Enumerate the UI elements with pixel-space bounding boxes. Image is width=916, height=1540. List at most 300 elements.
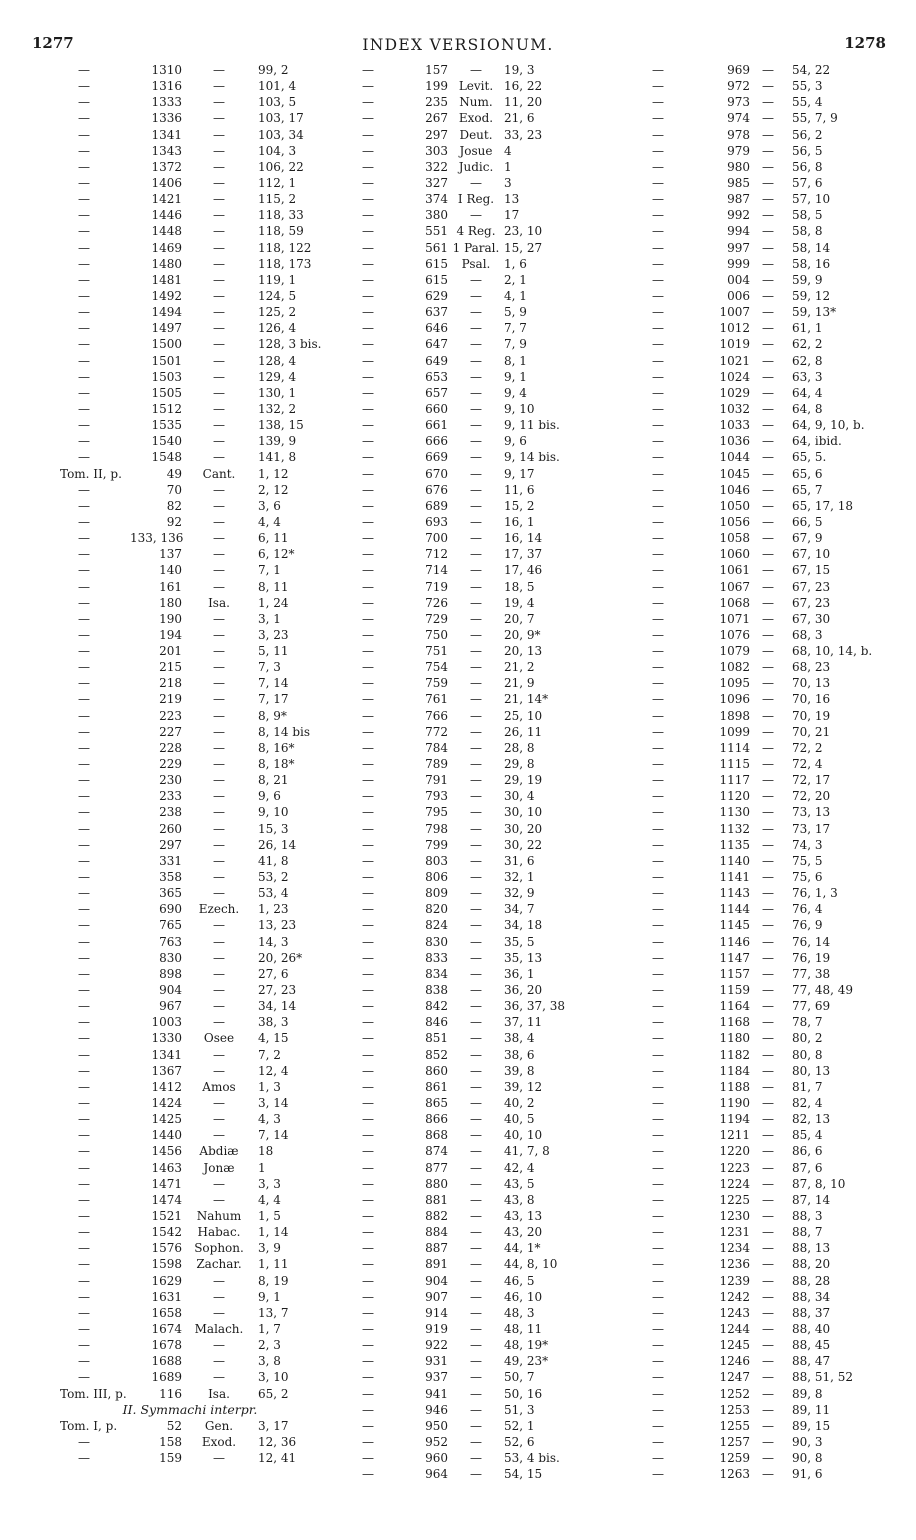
page-number: 201 — [159, 644, 182, 659]
index-entry — [356, 1224, 606, 1240]
book-name: Deut. — [459, 127, 493, 142]
chapter-verse: 88, 13 — [792, 1241, 831, 1256]
ditto-dash: — — [652, 1451, 664, 1466]
chapter-verse: 106, 22 — [258, 159, 304, 174]
book-name: — — [470, 450, 482, 465]
page-number: 1182 — [719, 1047, 750, 1062]
index-entry — [642, 627, 892, 643]
page-number: 1501 — [151, 353, 182, 368]
index-entry — [356, 1240, 606, 1256]
chapter-verse: 58, 5 — [792, 208, 823, 223]
ditto-dash: — — [78, 1434, 90, 1449]
page-number: 1689 — [151, 1370, 182, 1385]
book-name: — — [470, 1096, 482, 1110]
ditto-dash: — — [362, 966, 374, 981]
book-name: — — [762, 595, 774, 610]
chapter-verse: 64, 9, 10, b. — [792, 418, 865, 433]
ditto-dash: — — [362, 773, 374, 788]
chapter-verse: 11, 20 — [504, 95, 543, 110]
volume-prefix: Tom. III, p. — [60, 1386, 127, 1401]
book-name: — — [762, 1402, 774, 1417]
ditto-dash: — — [78, 321, 90, 336]
index-entry — [356, 288, 606, 304]
chapter-verse: 132, 2 — [258, 401, 297, 416]
page-number: 766 — [425, 708, 448, 723]
page-number: 765 — [159, 918, 182, 933]
ditto-dash: — — [78, 1305, 90, 1320]
ditto-dash: — — [362, 337, 374, 352]
index-column-2 — [356, 62, 606, 1482]
chapter-verse: 67, 9 — [792, 531, 823, 546]
ditto-dash: — — [362, 385, 374, 400]
book-name: — — [213, 288, 225, 303]
chapter-verse: 26, 14 — [258, 837, 297, 852]
page-number: 1316 — [151, 79, 182, 94]
book-name: — — [762, 676, 774, 691]
ditto-dash: — — [78, 256, 90, 271]
ditto-dash: — — [652, 127, 664, 142]
index-column-1 — [60, 62, 320, 1466]
ditto-dash: — — [362, 950, 374, 965]
book-name: — — [470, 1386, 482, 1401]
index-entry — [60, 78, 320, 94]
ditto-dash: — — [78, 644, 90, 659]
page-number: 1421 — [151, 192, 182, 207]
chapter-verse: 129, 4 — [258, 369, 297, 384]
ditto-dash: — — [362, 1241, 374, 1256]
index-entry — [60, 788, 320, 804]
index-entry — [642, 1208, 892, 1224]
page-number: 791 — [425, 773, 448, 788]
index-entry — [356, 1030, 606, 1046]
index-entry — [356, 1111, 606, 1127]
book-name: Exod. — [201, 1434, 237, 1449]
chapter-verse: 8, 1 — [504, 353, 527, 368]
book-name: — — [762, 466, 774, 481]
ditto-dash: — — [78, 531, 90, 546]
index-entry — [60, 837, 320, 853]
index-entry — [642, 1127, 892, 1143]
index-entry — [356, 853, 606, 869]
page-number: 763 — [159, 934, 182, 949]
book-name: — — [762, 1467, 774, 1482]
index-entry — [356, 627, 606, 643]
ditto-dash: — — [78, 692, 90, 707]
book-name: — — [470, 1225, 482, 1240]
index-entry — [642, 336, 892, 352]
index-entry — [60, 611, 320, 627]
chapter-verse: 39, 12 — [504, 1079, 543, 1094]
index-entry — [60, 1434, 320, 1450]
ditto-dash: — — [362, 853, 374, 868]
book-name: — — [213, 1063, 225, 1078]
book-name: — — [470, 1354, 482, 1369]
page-number: 714 — [425, 563, 448, 578]
book-name: — — [762, 1241, 774, 1256]
page-number: 358 — [159, 870, 182, 885]
page-number: 950 — [425, 1418, 448, 1433]
book-name: — — [762, 482, 774, 497]
book-name: — — [213, 966, 225, 981]
chapter-verse: 67, 23 — [792, 595, 831, 610]
page-number: 223 — [159, 708, 182, 723]
book-name: — — [762, 192, 774, 207]
ditto-dash: — — [362, 256, 374, 271]
chapter-verse: 8, 21 — [258, 773, 289, 788]
ditto-dash: — — [362, 450, 374, 465]
ditto-dash: — — [362, 498, 374, 513]
ditto-dash: — — [78, 724, 90, 739]
chapter-verse: 58, 8 — [792, 224, 823, 239]
page-number: 1503 — [151, 369, 182, 384]
page-number: 809 — [425, 886, 448, 901]
ditto-dash: — — [78, 1241, 90, 1256]
page-number: 1032 — [719, 401, 750, 416]
chapter-verse: 65, 2 — [258, 1386, 289, 1401]
index-entry — [356, 240, 606, 256]
book-name: — — [470, 1273, 482, 1288]
ditto-dash: — — [78, 740, 90, 755]
chapter-verse: 5, 9 — [504, 305, 527, 320]
index-entry — [356, 62, 606, 78]
chapter-verse: 12, 41 — [258, 1451, 297, 1466]
index-entry — [60, 691, 320, 707]
chapter-verse: 41, 8 — [258, 853, 289, 868]
book-name: — — [762, 547, 774, 562]
page-number: 1234 — [719, 1241, 750, 1256]
ditto-dash: — — [652, 1418, 664, 1433]
ditto-dash: — — [362, 1257, 374, 1272]
book-name: — — [213, 821, 225, 836]
chapter-verse: 3, 9 — [258, 1241, 281, 1256]
book-name: — — [762, 627, 774, 642]
index-entry — [642, 127, 892, 143]
ditto-dash: — — [78, 611, 90, 626]
chapter-verse: 59, 9 — [792, 272, 823, 287]
page-number: 754 — [425, 660, 448, 675]
chapter-verse: 85, 4 — [792, 1128, 823, 1143]
book-name: — — [213, 789, 225, 804]
index-entry — [60, 1353, 320, 1369]
index-entry — [642, 659, 892, 675]
page-number: 1071 — [719, 611, 750, 626]
book-name: — — [213, 1338, 225, 1353]
book-name: — — [470, 627, 482, 642]
chapter-verse: 2, 12 — [258, 482, 289, 497]
book-name: Isa. — [208, 1386, 230, 1401]
ditto-dash: — — [362, 821, 374, 836]
chapter-verse: 75, 5 — [792, 853, 823, 868]
book-name: — — [470, 692, 482, 707]
book-name: — — [470, 1144, 482, 1159]
book-name: — — [213, 1096, 225, 1110]
book-name: — — [470, 1305, 482, 1320]
ditto-dash: — — [362, 531, 374, 546]
page-number: 1688 — [151, 1354, 182, 1369]
book-name: — — [470, 757, 482, 772]
ditto-dash: — — [362, 886, 374, 901]
index-entry — [356, 466, 606, 482]
page-number: 946 — [425, 1402, 448, 1417]
page-number: 637 — [425, 305, 448, 320]
ditto-dash: — — [362, 1128, 374, 1143]
index-entry — [642, 110, 892, 126]
chapter-verse: 56, 8 — [792, 159, 823, 174]
ditto-dash: — — [652, 918, 664, 933]
ditto-dash: — — [652, 159, 664, 174]
page-number: 004 — [727, 272, 750, 287]
chapter-verse: 65, 5. — [792, 450, 827, 465]
chapter-verse: 56, 5 — [792, 143, 823, 158]
ditto-dash: — — [652, 321, 664, 336]
chapter-verse: 30, 20 — [504, 821, 543, 836]
ditto-dash: — — [652, 724, 664, 739]
ditto-dash: — — [652, 305, 664, 320]
chapter-verse: 16, 1 — [504, 514, 535, 529]
ditto-dash: — — [362, 902, 374, 917]
page-number: 1425 — [151, 1112, 182, 1127]
ditto-dash: — — [78, 1047, 90, 1062]
chapter-verse: 128, 4 — [258, 353, 297, 368]
chapter-verse: 88, 45 — [792, 1338, 831, 1353]
index-entry — [356, 385, 606, 401]
index-entry — [642, 1176, 892, 1192]
book-name: — — [762, 853, 774, 868]
book-name: — — [470, 1467, 482, 1482]
book-name: — — [470, 353, 482, 368]
page-number: 1480 — [151, 256, 182, 271]
chapter-verse: 103, 17 — [258, 111, 304, 126]
ditto-dash: — — [652, 450, 664, 465]
page-number: 140 — [159, 563, 182, 578]
chapter-verse: 80, 13 — [792, 1063, 831, 1078]
page-number: 1036 — [719, 434, 750, 449]
chapter-verse: 57, 10 — [792, 192, 831, 207]
page-number: 1333 — [151, 95, 182, 110]
index-entry — [356, 708, 606, 724]
chapter-verse: 3, 14 — [258, 1096, 289, 1110]
index-entry — [642, 1079, 892, 1095]
ditto-dash: — — [652, 401, 664, 416]
index-entry — [356, 369, 606, 385]
ditto-dash: — — [652, 224, 664, 239]
page-number: 1341 — [151, 1047, 182, 1062]
ditto-dash: — — [78, 1112, 90, 1127]
ditto-dash: — — [652, 740, 664, 755]
chapter-verse: 50, 7 — [504, 1370, 535, 1385]
page-number: 772 — [425, 724, 448, 739]
page-number: 647 — [425, 337, 448, 352]
running-title: INDEX VERSIONUM. — [362, 36, 554, 54]
chapter-verse: 39, 8 — [504, 1063, 535, 1078]
ditto-dash: — — [652, 1338, 664, 1353]
page-number: 1146 — [719, 934, 750, 949]
page-number: 1474 — [151, 1192, 182, 1207]
chapter-verse: 9, 14 bis. — [504, 450, 560, 465]
index-entry — [642, 78, 892, 94]
page-number: 891 — [425, 1257, 448, 1272]
book-name: — — [213, 563, 225, 578]
book-name: — — [470, 498, 482, 513]
page-number: 649 — [425, 353, 448, 368]
index-entry — [642, 546, 892, 562]
book-name: — — [762, 175, 774, 190]
ditto-dash: — — [362, 676, 374, 691]
ditto-dash: — — [78, 1192, 90, 1207]
index-entry — [60, 240, 320, 256]
book-name: — — [762, 272, 774, 287]
index-entry — [356, 675, 606, 691]
page-number: 1678 — [151, 1338, 182, 1353]
page-number: 761 — [425, 692, 448, 707]
book-name: — — [213, 773, 225, 788]
page-number: 1007 — [719, 305, 750, 320]
chapter-verse: 9, 10 — [504, 401, 535, 416]
chapter-verse: 88, 47 — [792, 1354, 831, 1369]
index-entry — [356, 966, 606, 982]
page-number: 881 — [425, 1192, 448, 1207]
index-entry — [642, 514, 892, 530]
ditto-dash: — — [652, 1079, 664, 1094]
page-number: 1598 — [151, 1257, 182, 1272]
page-number: 1500 — [151, 337, 182, 352]
chapter-verse: 64, ibid. — [792, 434, 842, 449]
chapter-verse: 9, 1 — [504, 369, 527, 384]
chapter-verse: 66, 5 — [792, 514, 823, 529]
book-name: — — [213, 1451, 225, 1466]
page-number: 1535 — [151, 418, 182, 433]
page-number: 676 — [425, 482, 448, 497]
chapter-verse: 30, 22 — [504, 837, 543, 852]
ditto-dash: — — [78, 369, 90, 384]
index-entry — [356, 821, 606, 837]
book-name: — — [213, 1192, 225, 1207]
chapter-verse: 8, 19 — [258, 1273, 289, 1288]
chapter-verse: 56, 2 — [792, 127, 823, 142]
ditto-dash: — — [652, 547, 664, 562]
book-name: — — [470, 1338, 482, 1353]
chapter-verse: 32, 9 — [504, 886, 535, 901]
chapter-verse: 28, 8 — [504, 740, 535, 755]
index-entry — [642, 449, 892, 465]
book-name: — — [470, 724, 482, 739]
page-number: 799 — [425, 837, 448, 852]
chapter-verse: 124, 5 — [258, 288, 297, 303]
ditto-dash: — — [78, 79, 90, 94]
page-number: 880 — [425, 1176, 448, 1191]
book-name: — — [470, 482, 482, 497]
ditto-dash: — — [652, 1031, 664, 1046]
book-name: — — [213, 676, 225, 691]
page-number: 834 — [425, 966, 448, 981]
chapter-verse: 8, 9* — [258, 708, 287, 723]
ditto-dash: — — [652, 353, 664, 368]
book-name: — — [762, 821, 774, 836]
index-entry — [642, 1095, 892, 1111]
index-entry — [60, 1418, 320, 1434]
page-number: 1076 — [719, 627, 750, 642]
chapter-verse: 30, 10 — [504, 805, 543, 820]
index-entry — [642, 530, 892, 546]
page-number: 874 — [425, 1144, 448, 1159]
index-entry — [356, 353, 606, 369]
index-entry — [642, 885, 892, 901]
index-entry — [356, 1321, 606, 1337]
book-name: — — [470, 272, 482, 287]
page-number: 1188 — [719, 1079, 750, 1094]
chapter-verse: 103, 34 — [258, 127, 304, 142]
index-entry — [60, 595, 320, 611]
book-name: — — [762, 708, 774, 723]
page-number: 49 — [166, 466, 182, 481]
page-number: 1046 — [719, 482, 750, 497]
book-name: — — [213, 1047, 225, 1062]
book-name: Psal. — [461, 256, 491, 271]
book-name: — — [213, 256, 225, 271]
index-entry — [642, 675, 892, 691]
page-number: 1144 — [719, 902, 750, 917]
ditto-dash: — — [78, 934, 90, 949]
index-entry — [642, 1047, 892, 1063]
chapter-verse: 73, 17 — [792, 821, 831, 836]
ditto-dash: — — [78, 837, 90, 852]
index-entry — [642, 175, 892, 191]
book-name: — — [470, 563, 482, 578]
book-name: — — [213, 1015, 225, 1030]
chapter-verse: 4, 3 — [258, 1112, 281, 1127]
ditto-dash: — — [78, 1144, 90, 1159]
chapter-verse: 104, 3 — [258, 143, 297, 158]
ditto-dash: — — [78, 773, 90, 788]
chapter-verse: 1, 6 — [504, 256, 527, 271]
chapter-verse: 87, 6 — [792, 1160, 823, 1175]
chapter-verse: 41, 7, 8 — [504, 1144, 550, 1159]
index-entry — [60, 449, 320, 465]
index-entry — [60, 756, 320, 772]
index-entry — [642, 982, 892, 998]
ditto-dash: — — [78, 337, 90, 352]
index-entry — [356, 611, 606, 627]
chapter-verse: 55, 4 — [792, 95, 823, 110]
index-entry — [642, 1466, 892, 1482]
page-number: 1117 — [719, 773, 750, 788]
book-name: — — [470, 1176, 482, 1191]
page-number: 006 — [727, 288, 750, 303]
book-name: 4 Reg. — [456, 224, 496, 239]
ditto-dash: — — [78, 1321, 90, 1336]
index-entry — [60, 110, 320, 126]
index-entry — [60, 1369, 320, 1385]
index-entry — [356, 530, 606, 546]
book-name: Amos — [202, 1079, 236, 1094]
ditto-dash: — — [362, 224, 374, 239]
chapter-verse: 21, 2 — [504, 660, 535, 675]
page-number: 726 — [425, 595, 448, 610]
book-name: — — [470, 514, 482, 529]
chapter-verse: 9, 1 — [258, 1289, 281, 1304]
index-entry — [60, 62, 320, 78]
ditto-dash: — — [652, 256, 664, 271]
page-number: 322 — [425, 159, 448, 174]
book-name: — — [470, 1015, 482, 1030]
index-entry — [60, 1321, 320, 1337]
book-name: — — [213, 757, 225, 772]
page-number: 803 — [425, 853, 448, 868]
book-name: — — [213, 1354, 225, 1369]
index-entry — [642, 401, 892, 417]
chapter-verse: 21, 6 — [504, 111, 535, 126]
index-entry — [60, 207, 320, 223]
